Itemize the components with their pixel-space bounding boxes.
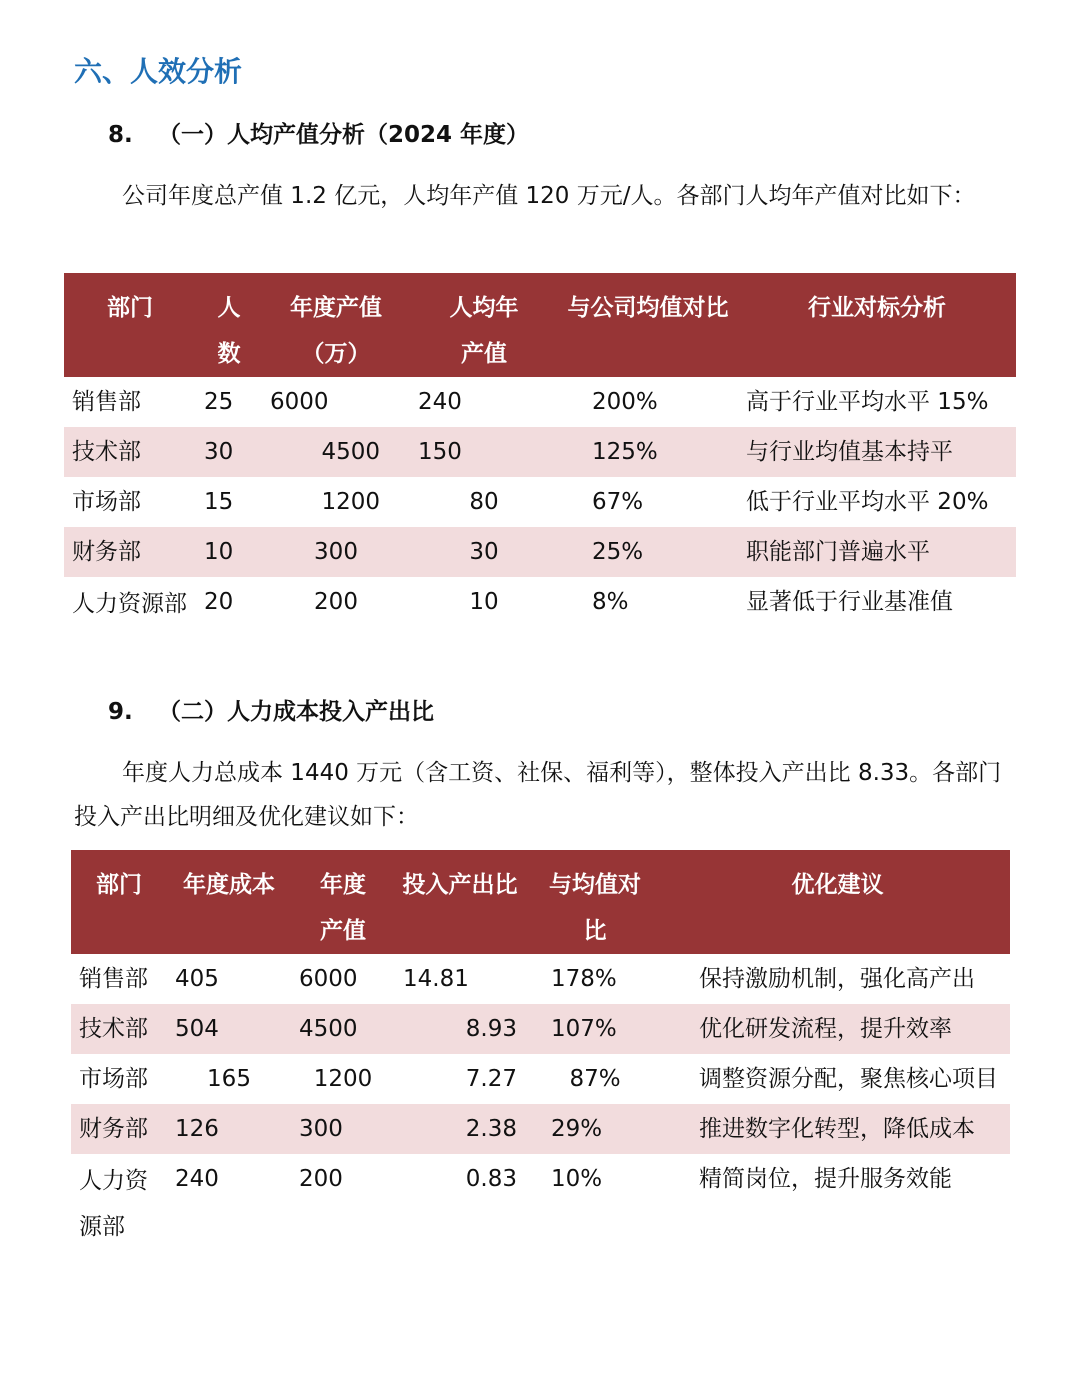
industry-cell: 低于行业平均水平 20% — [746, 489, 989, 515]
per-capita-cell: 150 — [410, 427, 558, 477]
output-cell: 6000 — [299, 966, 358, 992]
dept-cell: 财务部 — [64, 527, 196, 577]
table-row — [64, 577, 1016, 631]
column-header: 年度成本 — [167, 850, 291, 954]
output-cell: 200 — [314, 589, 358, 615]
vs-average-cell: 178% — [551, 966, 617, 992]
industry-cell: 显著低于行业基准值 — [746, 589, 953, 615]
suggestion-cell: 优化研发流程，提升效率 — [665, 1004, 1010, 1054]
per-capita-output-table — [64, 273, 1016, 631]
table-row — [71, 954, 1010, 1004]
per-capita-cell: 240 — [418, 389, 462, 415]
dept-cell: 技术部 — [71, 1004, 167, 1054]
table-row — [64, 527, 1016, 577]
subsection-number: 8. — [108, 122, 133, 148]
table-row — [64, 427, 1016, 477]
dept-cell: 市场部 — [79, 1066, 148, 1092]
suggestion-cell: 精简岗位，提升服务效能 — [699, 1166, 952, 1192]
dept-cell: 人力资源部 — [72, 591, 187, 617]
per-capita-cell: 30 — [410, 527, 558, 577]
headcount-cell: 30 — [196, 427, 262, 477]
section-title: 六、人效分析 — [74, 55, 243, 88]
output-cell: 4500 — [291, 1004, 395, 1054]
column-header: 投入产出比 — [395, 850, 525, 954]
column-header: 人数 — [196, 273, 262, 377]
output-cell: 200 — [299, 1166, 343, 1192]
vs-company-cell: 200% — [592, 389, 658, 415]
vs-average-cell: 87% — [569, 1066, 621, 1092]
ratio-cell: 14.81 — [403, 966, 469, 992]
industry-cell: 职能部门普遍水平 — [738, 527, 1016, 577]
output-cell: 1200 — [321, 489, 380, 515]
vs-average-cell: 29% — [525, 1104, 665, 1154]
column-header: 年度产值 — [291, 850, 395, 954]
output-cell: 4500 — [262, 427, 410, 477]
output-cell: 300 — [262, 527, 410, 577]
cost-cell: 504 — [167, 1004, 291, 1054]
paragraph-2: 年度人力总成本 1440 万元（含工资、社保、福利等），整体投入产出比 8.33。各部门投入产出比明细及优化建议如下： — [74, 760, 1002, 830]
suggestion-cell: 调整资源分配，聚焦核心项目 — [699, 1066, 998, 1092]
per-capita-cell: 80 — [469, 489, 499, 515]
per-capita-cell: 10 — [469, 589, 499, 615]
cost-cell: 126 — [167, 1104, 291, 1154]
column-header: 优化建议 — [665, 850, 1010, 954]
table-row — [64, 477, 1016, 527]
vs-company-cell: 67% — [592, 489, 644, 515]
vs-company-cell: 25% — [558, 527, 738, 577]
column-header: 行业对标分析 — [738, 273, 1016, 377]
output-cell: 1200 — [313, 1066, 373, 1092]
dept-cell: 人力资源部 — [79, 1168, 148, 1240]
vs-average-cell: 107% — [525, 1004, 665, 1054]
subsection-title: （一）人均产值分析（2024 年度） — [158, 122, 530, 148]
column-header: 部门 — [64, 273, 196, 377]
ratio-cell: 7.27 — [465, 1066, 517, 1092]
cost-cell: 165 — [207, 1066, 251, 1092]
ratio-cell: 2.38 — [395, 1104, 525, 1154]
dept-cell: 市场部 — [72, 489, 141, 515]
headcount-cell: 25 — [204, 389, 234, 415]
subsection-heading-2 — [108, 695, 434, 729]
table-header-row — [64, 273, 1016, 377]
subsection-heading-1 — [108, 118, 529, 152]
column-header: 与公司均值对比 — [558, 273, 738, 377]
dept-cell: 技术部 — [64, 427, 196, 477]
column-header: 年度产值（万） — [262, 273, 410, 377]
table-row — [64, 377, 1016, 427]
industry-cell: 与行业均值基本持平 — [738, 427, 1016, 477]
subsection-title: （二）人力成本投入产出比 — [158, 699, 434, 725]
column-header: 人均年产值 — [410, 273, 558, 377]
table-row — [71, 1004, 1010, 1054]
cost-cell: 405 — [175, 966, 219, 992]
industry-cell: 高于行业平均水平 15% — [746, 389, 989, 415]
cost-output-ratio-table — [71, 850, 1010, 1250]
subsection-number: 9. — [108, 699, 133, 725]
output-cell: 300 — [291, 1104, 395, 1154]
ratio-cell: 0.83 — [465, 1166, 517, 1192]
vs-company-cell: 125% — [558, 427, 738, 477]
output-cell: 6000 — [270, 389, 329, 415]
vs-average-cell: 10% — [551, 1166, 603, 1192]
headcount-cell: 15 — [204, 489, 234, 515]
dept-cell: 财务部 — [71, 1104, 167, 1154]
cost-cell: 240 — [175, 1166, 219, 1192]
table-row — [71, 1054, 1010, 1104]
headcount-cell: 10 — [196, 527, 262, 577]
table-row — [71, 1154, 1010, 1250]
table-row — [71, 1104, 1010, 1154]
suggestion-cell: 推进数字化转型，降低成本 — [665, 1104, 1010, 1154]
vs-company-cell: 8% — [592, 589, 629, 615]
column-header: 与均值对比 — [525, 850, 665, 954]
dept-cell: 销售部 — [79, 966, 148, 992]
table-header-row — [71, 850, 1010, 954]
ratio-cell: 8.93 — [395, 1004, 525, 1054]
dept-cell: 销售部 — [72, 389, 141, 415]
paragraph-1: 公司年度总产值 1.2 亿元，人均年产值 120 万元/人。各部门人均年产值对比如下： — [122, 183, 976, 209]
column-header: 部门 — [71, 850, 167, 954]
headcount-cell: 20 — [204, 589, 234, 615]
suggestion-cell: 保持激励机制，强化高产出 — [699, 966, 975, 992]
